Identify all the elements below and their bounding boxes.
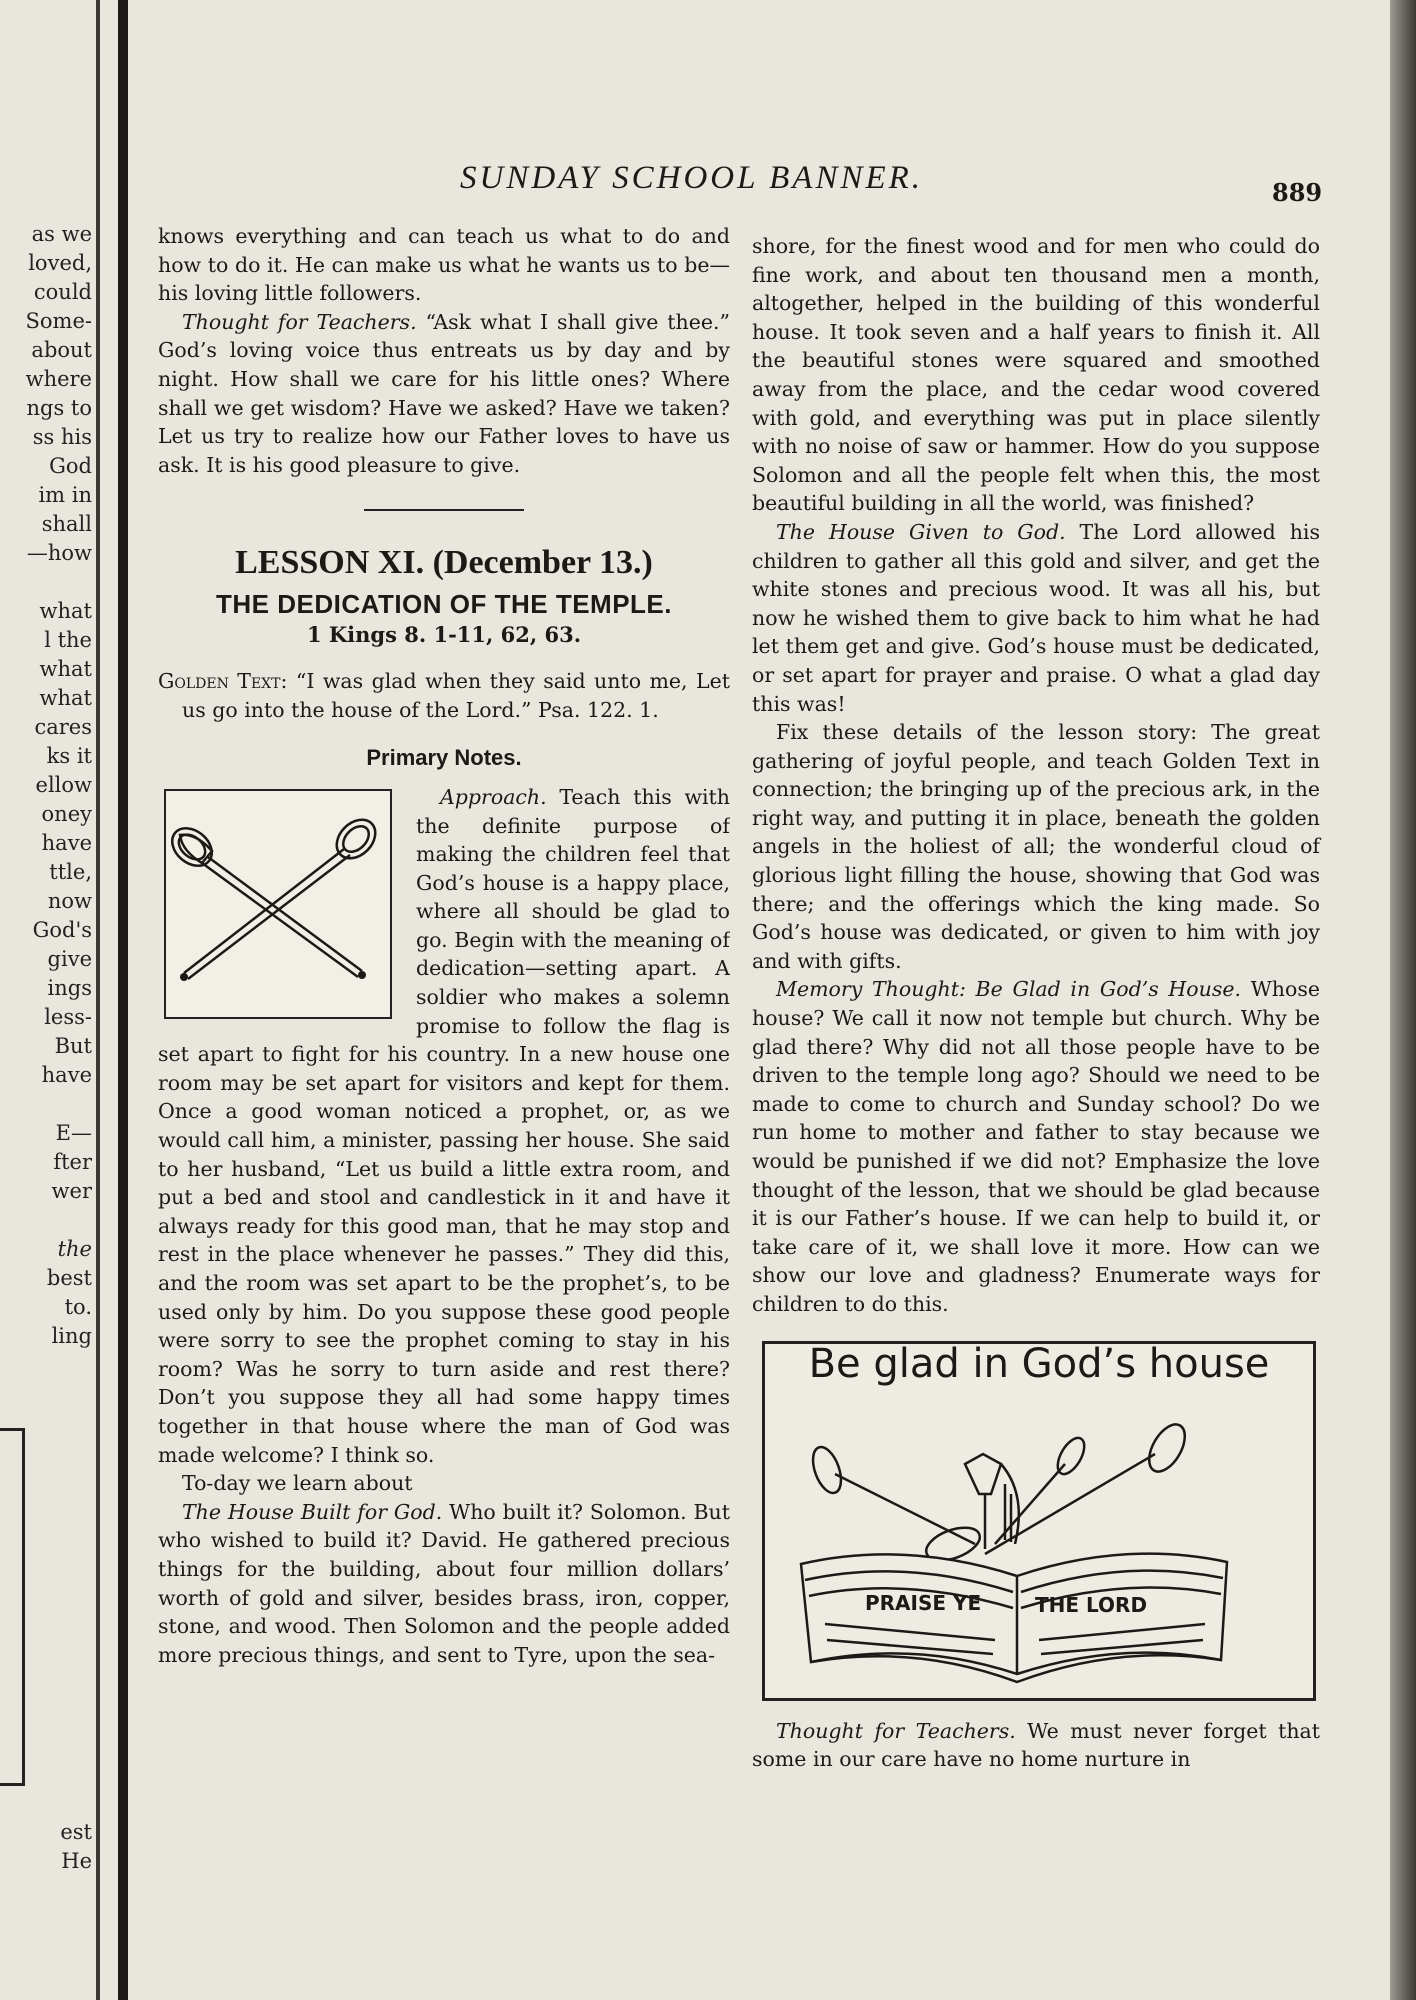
fragment-line <box>0 1090 92 1119</box>
fragment-line: God's <box>32 918 92 942</box>
running-head: SUNDAY SCHOOL BANNER. <box>460 160 924 196</box>
run-in-heading: Thought for Teachers. <box>776 1718 1016 1743</box>
left-column <box>158 222 730 1669</box>
fragment-line: wer <box>51 1179 92 1203</box>
lesson-subtitle: THE DEDICATION OF THE TEMPLE. <box>215 588 673 619</box>
fragment-line: as we <box>31 222 92 246</box>
paragraph-text: We must never forget that some in our care have no home nurture in <box>752 1718 1320 1772</box>
book-text-right: THE LORD <box>1035 1592 1148 1617</box>
fragment-line: best <box>46 1266 92 1290</box>
paragraph-text: The Lord allowed his children to gather all this gold and silver, and get the white stones and precious wood. It was all his, but now he wished them to give back to him what he had let them get and give. God’s house must be dedicated, or set apart for prayer and praise. O what a glad day this was! <box>752 519 1320 716</box>
fragment-line: to. <box>64 1295 92 1319</box>
fragment-line: l the <box>44 628 92 652</box>
fragment-line: less- <box>44 1005 92 1029</box>
paragraph: shore, for the finest wood and for men who could do fine work, and about ten thousand men a month, altogether, helped in the building of this wonderful house. It took seven and a half years to finish it. All the beautiful stones were squared and smoothed away from the place, and the cedar wood covered with gold, and everything was put in place silently with no noise of saw or hammer. How do you suppose Solomon and all the people felt when this, the most beautiful building in all the world, was finished? <box>752 234 1320 516</box>
paragraph-text: Who built it? Solomon. But who wished to build it? David. He gathered precious things for the building, about four million dollars’ worth of gold and silver, besides brass, iron, copper, stone, and wood. Then Solomon and the people added more precious things, and sent to Tyre, upon the sea- <box>158 1499 731 1667</box>
approach-section <box>158 783 730 1469</box>
trumpets-icon <box>166 791 390 1017</box>
fragment-line: im in <box>38 483 92 507</box>
fragment-line: now <box>47 889 92 913</box>
book-text-left: PRAISE YE <box>865 1590 982 1615</box>
fragment-line: cares <box>34 715 92 739</box>
fragment-line <box>0 568 92 597</box>
section-heading: Primary Notes. <box>366 745 522 771</box>
fragment-line: He <box>61 1849 92 1873</box>
run-in-heading: The House Built for God. <box>182 1499 443 1524</box>
fragment-line: give <box>47 947 92 971</box>
previous-page-fragment-bottom <box>0 1818 92 1876</box>
fragment-line: E— <box>55 1121 92 1145</box>
paragraph-text: Teach this with the definite purpose of making the children feel that God’s house is a happy place, where all should be glad to go. Begin with the meaning of dedication—setting apart. A soldier who makes a solemn promise to follow the flag is set apart to fight for his country. In a new house one room may be set apart for visitors and kept for them. Once a good woman noticed a prophet, or, as we would call him, a minister, passing her house. She said to her husband, “Let us build a little extra room, and put a bed and stool and candlestick in it and have it always ready for this good man, that he may stop and rest in the place whenever he passes.” They did this, and the room was set apart to be the prophet’s, to be used only by him. Do you suppose these good people were sorry to see the prophet coming to stay in his room? Was he sorry to turn aside and rest there? Don’t you suppose they all had some happy times together in that house where the man of God was made welcome? I think so. <box>158 784 730 1467</box>
fragment-line: God <box>49 454 92 478</box>
fragment-line: what <box>39 686 92 710</box>
fragment-line: loved, <box>28 251 92 275</box>
run-in-heading: Approach. <box>440 784 547 809</box>
fragment-line: shall <box>41 512 92 536</box>
previous-page-fragment <box>0 220 92 1351</box>
binding-edge <box>118 0 128 2000</box>
gutter-line <box>96 0 100 2000</box>
fragment-line: ss his <box>32 425 92 449</box>
fragment-line: fter <box>53 1150 92 1174</box>
fragment-line: about <box>31 338 92 362</box>
golden-text <box>158 667 730 724</box>
fragment-line: ks it <box>46 744 92 768</box>
paragraph <box>158 308 730 480</box>
fragment-line: oney <box>41 802 92 826</box>
paragraph-text: Whose house? We call it now not temple but church. Why be glad there? Why did not all those people have to be driven to the temple long ago? Should we need to be made to come to church and Sunday school? Do we run home to mother and father to stay because we would be punished if we did not? Emphasize the love thought of the lesson, that we should be glad because it is our Father’s house. If we can help to build it, or take care of it, we shall love it more. How can we show our love and gladness? Enumerate ways for children to do this. <box>752 977 1320 1316</box>
crossed-trumpets-illustration <box>164 789 392 1019</box>
page-number: 889 <box>1272 178 1323 207</box>
fragment-line: where <box>25 367 92 391</box>
golden-text-body: “I was glad when they said unto me, Let us go into the house of the Lord.” Psa. 122. 1. <box>182 669 731 722</box>
be-glad-illustration <box>762 1341 1316 1701</box>
paragraph <box>752 975 1320 1318</box>
fragment-line: have <box>41 1063 92 1087</box>
section-divider <box>364 509 524 511</box>
open-book-trumpets-icon <box>765 1340 1313 1698</box>
page-right-edge <box>1390 0 1416 2000</box>
fragment-line: —how <box>26 541 92 565</box>
fragment-line: have <box>41 831 92 855</box>
lesson-title: LESSON XI. (December 13.) <box>235 544 653 582</box>
run-in-heading: The House Given to God. <box>776 519 1066 544</box>
scripture-reference: 1 Kings 8. 1-11, 62, 63. <box>306 621 582 647</box>
paragraph: Fix these details of the lesson story: The great gathering of joyful people, and teach Golden Text in connection; the bringing up of the precious ark, in the right way, and putting it in place, beneath the golden angels in the holiest of all; the wonderful cloud of glorious light filling the house, showing that God was there; and the offerings which the king made. So God’s house was dedicated, or given to him with joy and with gifts. <box>752 720 1320 973</box>
illustration-caption: Be glad in God’s house <box>808 1340 1270 1387</box>
fragment-line: ttle, <box>49 860 92 884</box>
fragment-line: est <box>60 1820 92 1844</box>
right-column <box>752 232 1320 1774</box>
fragment-line: ling <box>51 1324 92 1348</box>
fragment-line: what <box>39 657 92 681</box>
fragment-line: ings <box>47 976 92 1000</box>
paragraph: knows everything and can teach us what to do and how to do it. He can make us what he wants us to be—his loving little followers. <box>158 224 730 306</box>
paragraph: To-day we learn about <box>182 1471 413 1496</box>
paragraph <box>158 1498 730 1670</box>
fragment-line: what <box>39 599 92 623</box>
fragment-line: But <box>54 1034 92 1058</box>
run-in-heading: Memory Thought: Be Glad in God’s House. <box>776 977 1242 1002</box>
paragraph <box>752 1717 1320 1774</box>
paragraph <box>752 518 1320 718</box>
previous-page-box-fragment <box>0 1428 25 1786</box>
fragment-line: Some- <box>25 309 92 333</box>
fragment-line: could <box>33 280 92 304</box>
fragment-line: ngs to <box>26 396 92 420</box>
run-in-heading: Thought for Teachers. <box>182 309 417 334</box>
fragment-line <box>0 1206 92 1235</box>
fragment-line: ellow <box>35 773 92 797</box>
paragraph-text: “Ask what I shall give thee.” God’s loving voice thus entreats us by day and by night. How shall we care for his little ones? Where shall we get wisdom? Have we asked? Have we taken? Let us try to realize how our Father loves to have us ask. It is his good pleasure to give. <box>158 309 730 477</box>
golden-text-label: Golden Text: <box>158 669 288 694</box>
fragment-line: the <box>57 1237 92 1261</box>
